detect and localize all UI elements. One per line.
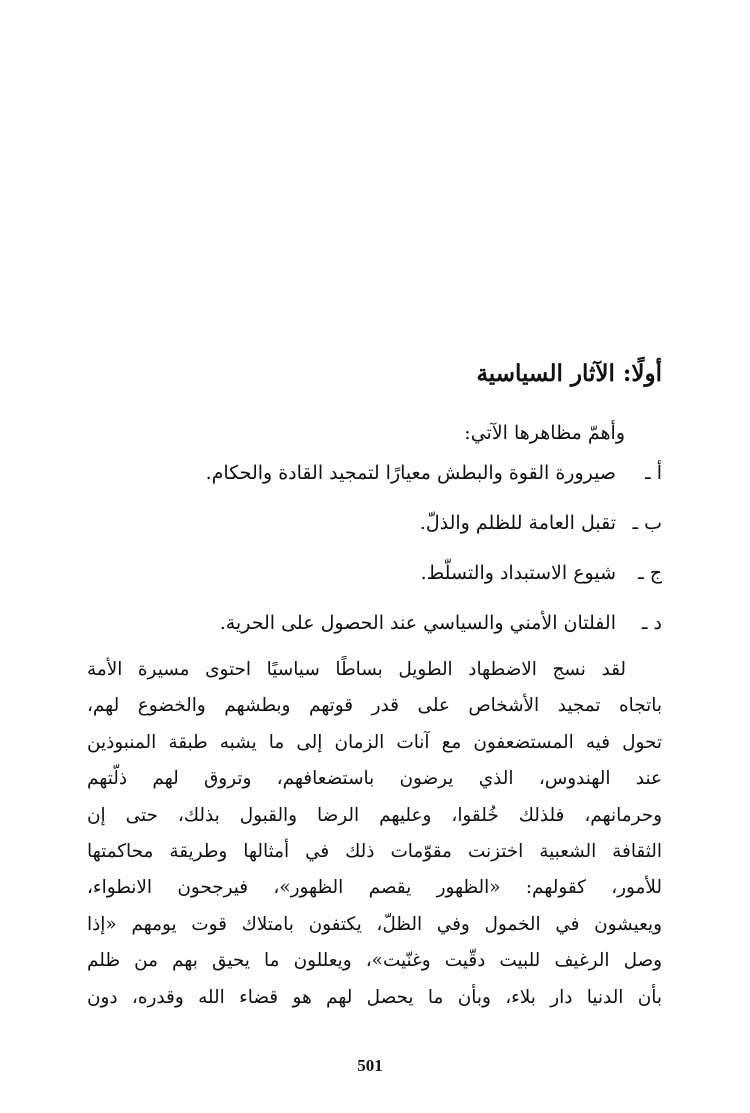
list-item-text: شيوع الاستبداد والتسلّط.	[420, 562, 616, 584]
page-number: 501	[357, 1056, 383, 1075]
paragraph-line: باتجاه تمجيد الأشخاص على قدر قوتهم وبطشهم والخضوع لهم،	[87, 695, 662, 717]
paragraph-line: عند الهندوس، الذي يرضون باستضعافهم، وتروق لهم ذلّتهم	[87, 768, 662, 790]
list-item-text: الفلتان الأمني والسياسي عند الحصول على الحرية.	[219, 612, 616, 634]
paragraph-line: بأن الدنيا دار بلاء، وبأن ما يحصل لهم هو قضاء الله وقدره، دون	[87, 986, 662, 1008]
body-paragraph	[87, 652, 662, 1016]
paragraph-line: وحرمانهم، فلذلك خُلقوا، وعليهم الرضا والقبول بذلك، حتى إن	[87, 804, 662, 826]
intro-text: وأهمّ مظاهرها الآتي:	[464, 422, 625, 444]
list-item-letter: د ـ	[641, 612, 662, 634]
paragraph-line: الثقافة الشعبية اختزنت مقوّمات ذلك في أمثالها وطريقة محاكمتها	[87, 841, 662, 863]
list-item	[62, 562, 662, 612]
paragraph-line: تحول فيه المستضعفون مع آنات الزمان إلى ما يشبه طبقة المنبوذين	[87, 731, 662, 753]
list-item-text: تقبل العامة للظلم والذلّ.	[419, 512, 616, 534]
list-item-letter: ج ـ	[638, 562, 662, 584]
list-item	[62, 512, 662, 562]
paragraph-line: وصل الرغيف للبيت دقّيت وغنّيت»، ويعللون ما يحيق بهم من ظلم	[87, 950, 662, 972]
list-item-letter: أ ـ	[645, 462, 662, 484]
paragraph-line: ويعيشون في الخمول وفي الظلّ، يكتفون بامتلاك قوت يومهم «إذا	[87, 913, 662, 935]
paragraph-line: لقد نسج الاضطهاد الطويل بساطًا سياسيًا احتوى مسيرة الأمة	[87, 659, 626, 680]
effects-list	[62, 462, 662, 662]
list-item-letter: ب ـ	[632, 512, 662, 534]
paragraph-line: للأمور، كقولهم: «الظهور يقصم الظهور»، فيرجحون الانطواء،	[87, 877, 662, 899]
list-item-text: صيرورة القوة والبطش معيارًا لتمجيد القادة والحكام.	[205, 462, 616, 484]
section-heading: أولًا: الآثار السياسية	[476, 360, 662, 387]
list-item	[62, 462, 662, 512]
